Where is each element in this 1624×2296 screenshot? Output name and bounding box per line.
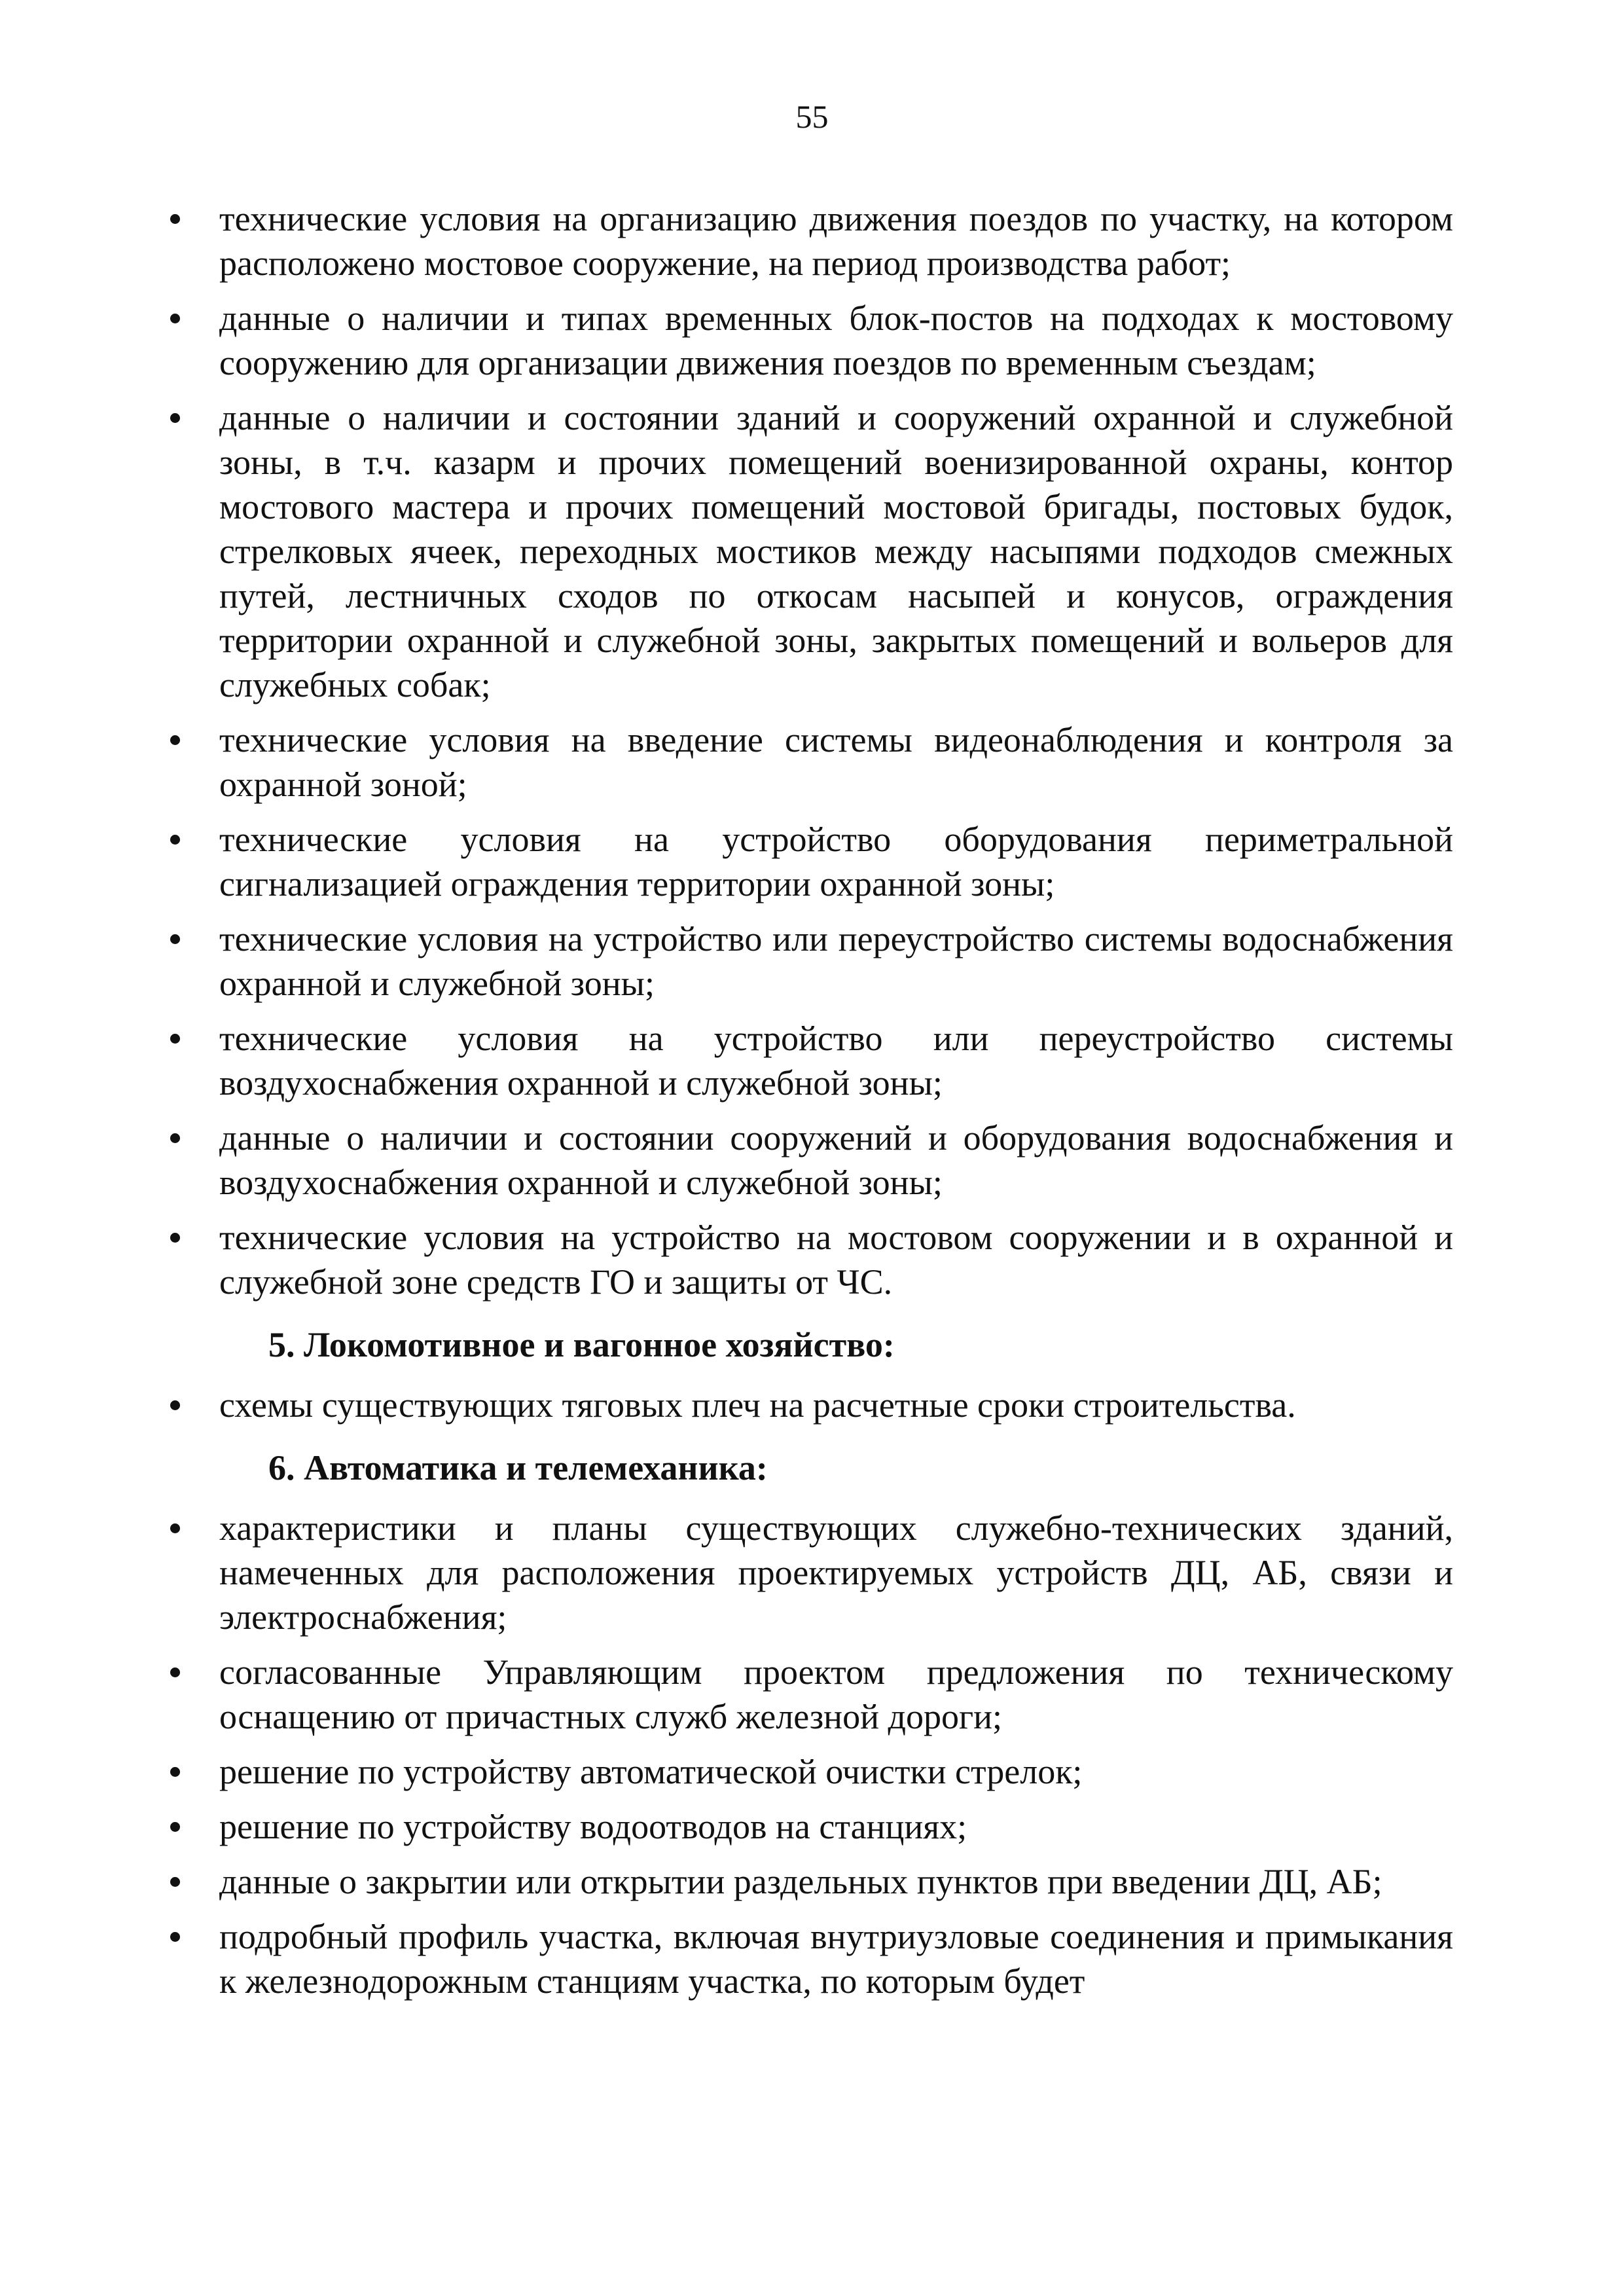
- list-item-text: данные о наличии и типах временных блок-постов на подходах к мостовому сооружению для организации движения поездов по временным съездам;: [219, 299, 1453, 382]
- list-item-text: подробный профиль участка, включая внутриузловые соединения и примыкания к железнодорожным станциям участка, по которым будет: [219, 1917, 1453, 2001]
- list-item-text: технические условия на устройство или переустройство системы водоснабжения охранной и служебной зоны;: [219, 919, 1453, 1003]
- list-item: [164, 1859, 1453, 1904]
- list-item-text: характеристики и планы существующих служебно-технических зданий, намеченных для расположения проектируемых устройств ДЦ, АБ, связи и электроснабжения;: [219, 1508, 1453, 1637]
- list-item: [164, 1506, 1453, 1639]
- list-item: [164, 1914, 1453, 2003]
- section-heading-automation: 6. Автоматика и телемеханика:: [268, 1448, 768, 1487]
- bullet-icon: [170, 1877, 180, 1887]
- bullet-icon: [170, 934, 180, 944]
- bullet-icon: [170, 1667, 180, 1677]
- list-item-text: технические условия на устройство или переустройство системы воздухоснабжения охранной и служебной зоны;: [219, 1019, 1453, 1102]
- bullet-icon: [170, 1932, 180, 1942]
- list-item-text: данные о наличии и состоянии зданий и сооружений охранной и служебной зоны, в т.ч. казарм и прочих помещений военизированной охраны, контор мостового мастера и прочих помещений мостовой бригады, постовых будок, стрелковых ячеек, переходных мостиков между насыпями подходов смежных путей, лестничных сходов по откосам насыпей и конусов, ограждения территории охранной и служебной зоны, закрытых помещений и вольеров для служебных собак;: [219, 398, 1453, 704]
- list-item-text: согласованные Управляющим проектом предложения по техническому оснащению от причастных служб железной дороги;: [219, 1652, 1453, 1736]
- list-item: [164, 1215, 1453, 1304]
- list-item-text: данные о наличии и состоянии сооружений и оборудования водоснабжения и воздухоснабжения охранной и служебной зоны;: [219, 1118, 1453, 1202]
- bullet-icon: [170, 1523, 180, 1533]
- list-item: [164, 1749, 1453, 1794]
- list-item: [164, 1016, 1453, 1105]
- bullet-icon: [170, 1233, 180, 1243]
- section-heading-locomotive: 5. Локомотивное и вагонное хозяйство:: [268, 1325, 895, 1364]
- list-item: [164, 296, 1453, 385]
- bullet-icon: [170, 1133, 180, 1143]
- list-item-text: данные о закрытии или открытии раздельных пунктов при введении ДЦ, АБ;: [219, 1862, 1382, 1901]
- list-item-text: технические условия на устройство оборудования периметральной сигнализацией ограждения территории охранной зоны;: [219, 820, 1453, 903]
- list-item-text: технические условия на устройство на мостовом сооружении и в охранной и служебной зоне средств ГО и защиты от ЧС.: [219, 1218, 1453, 1302]
- list-item: [164, 718, 1453, 807]
- bullet-icon: [170, 735, 180, 745]
- list-item: [164, 1116, 1453, 1205]
- list-item-text: решение по устройству автоматической очистки стрелок;: [219, 1752, 1083, 1791]
- list-item-text: технические условия на введение системы видеонаблюдения и контроля за охранной зоной;: [219, 720, 1453, 804]
- bullet-icon: [170, 835, 180, 845]
- bullet-icon: [170, 413, 180, 423]
- bullet-icon: [170, 1034, 180, 1044]
- bullet-icon: [170, 1767, 180, 1777]
- list-item: [164, 1804, 1453, 1849]
- page-number: 55: [795, 98, 829, 135]
- list-item: [164, 196, 1453, 285]
- bullet-icon: [170, 1822, 180, 1832]
- list-item: [164, 917, 1453, 1006]
- list-item: [164, 1650, 1453, 1739]
- bullet-icon: [170, 314, 180, 323]
- bullet-icon: [170, 1400, 180, 1410]
- bullet-icon: [170, 214, 180, 224]
- list-item: [164, 817, 1453, 906]
- list-item-text: схемы существующих тяговых плеч на расчетные сроки строительства.: [219, 1385, 1296, 1425]
- list-item-text: решение по устройству водоотводов на станциях;: [219, 1807, 967, 1846]
- list-item-text: технические условия на организацию движения поездов по участку, на котором расположено мостовое сооружение, на период производства работ;: [219, 199, 1453, 283]
- list-item: [164, 395, 1453, 707]
- list-item: [164, 1383, 1453, 1427]
- document-body: [164, 196, 1453, 2014]
